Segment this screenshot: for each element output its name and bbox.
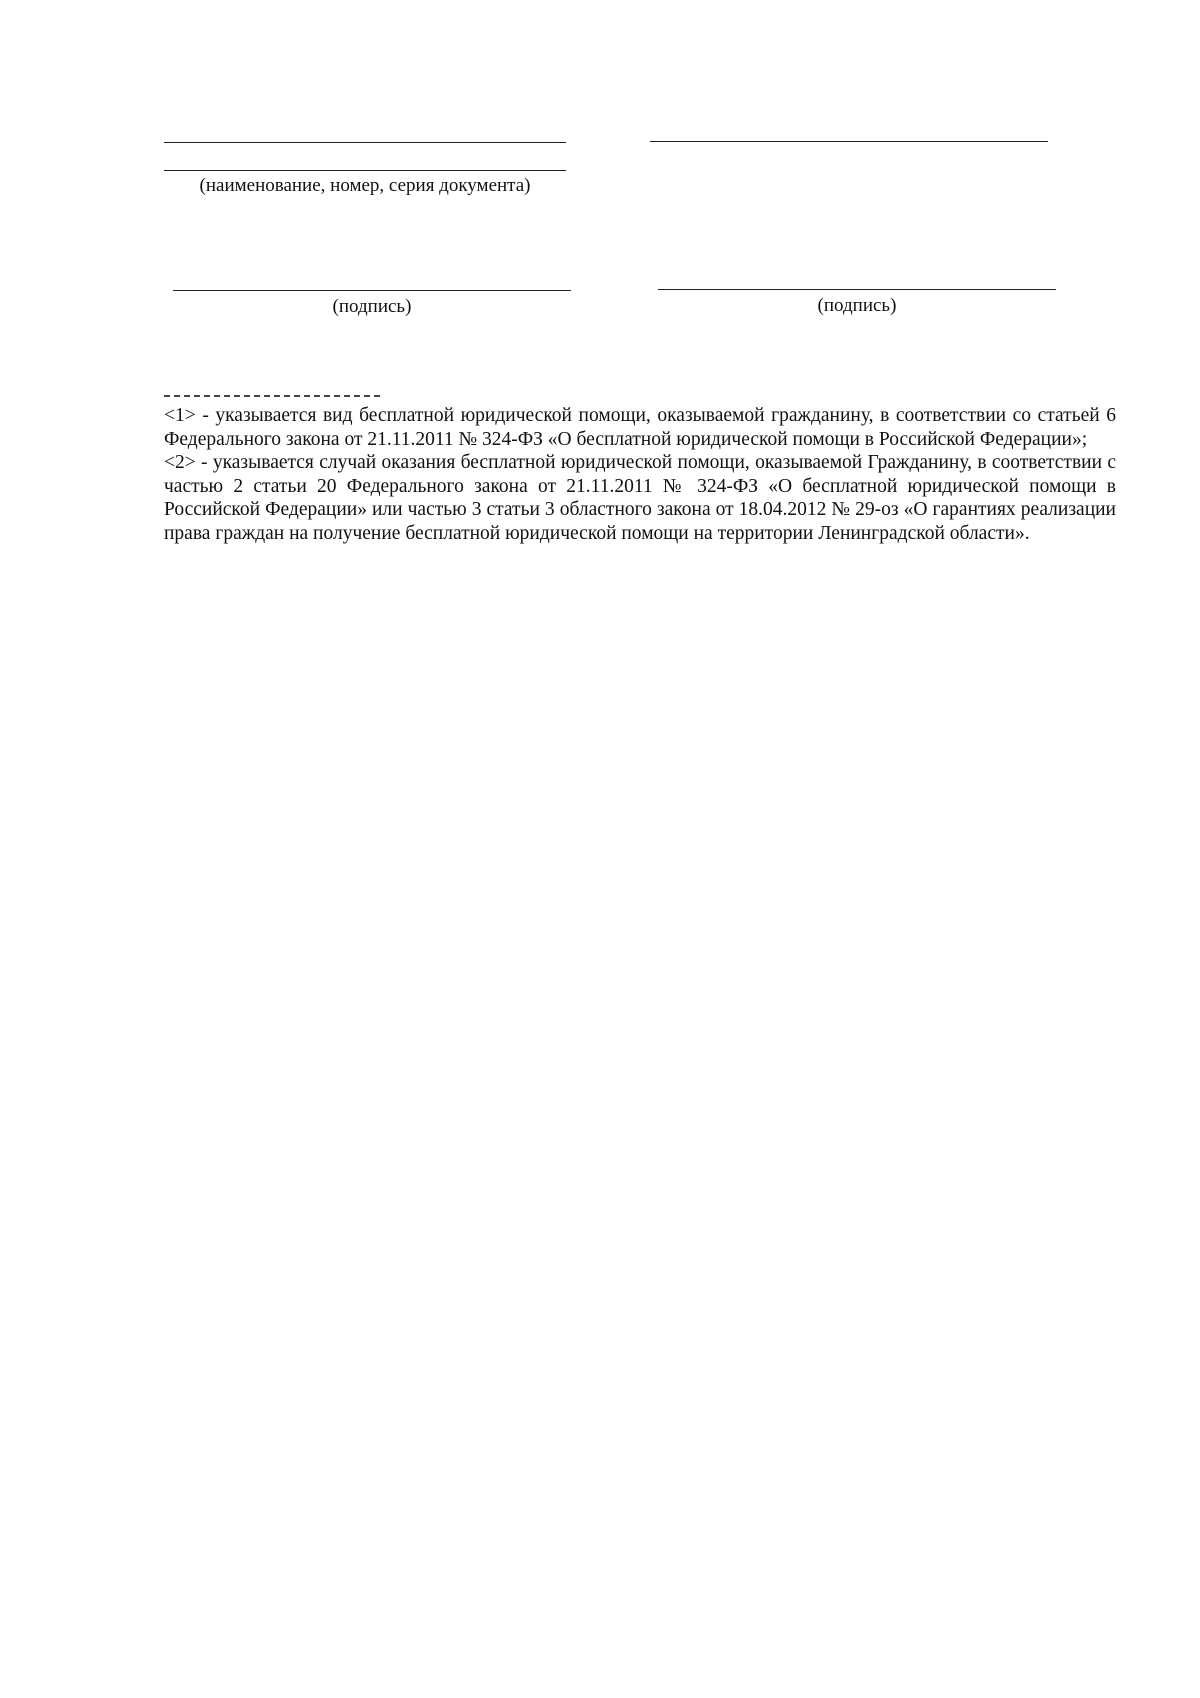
caption-signature-left: (подпись) [332, 296, 412, 317]
footnotes [164, 404, 1116, 545]
blank-line-document-2 [164, 170, 566, 171]
footnote-1: <1> - указывается вид бесплатной юридической помощи, оказываемой гражданину, в соответствии со статьей 6 Федерального закона от 21.11.2011 № 324-ФЗ «О бесплатной юридической помощи в Российской Федерации»; [164, 405, 1116, 450]
footnote-separator [164, 395, 380, 397]
caption-signature-right: (подпись) [817, 295, 897, 316]
signature-line-right [658, 289, 1056, 290]
footnote-2: <2> - указывается случай оказания бесплатной юридической помощи, оказываемой Гражданину, в соответствии с частью 2 статьи 20 Федерального закона от 21.11.2011 № 324-ФЗ «О бесплатной юридической помощи в Российской Федерации» или частью 3 статьи 3 областного закона от 18.04.2012 № 29-оз «О гарантиях реализации права граждан на получение бесплатной юридической помощи на территории Ленинградской области». [164, 452, 1116, 544]
caption-document-details: (наименование, номер, серия документа) [199, 175, 531, 196]
blank-line-right [650, 141, 1048, 142]
signature-line-left [173, 290, 571, 291]
blank-line-document-1 [164, 142, 566, 143]
